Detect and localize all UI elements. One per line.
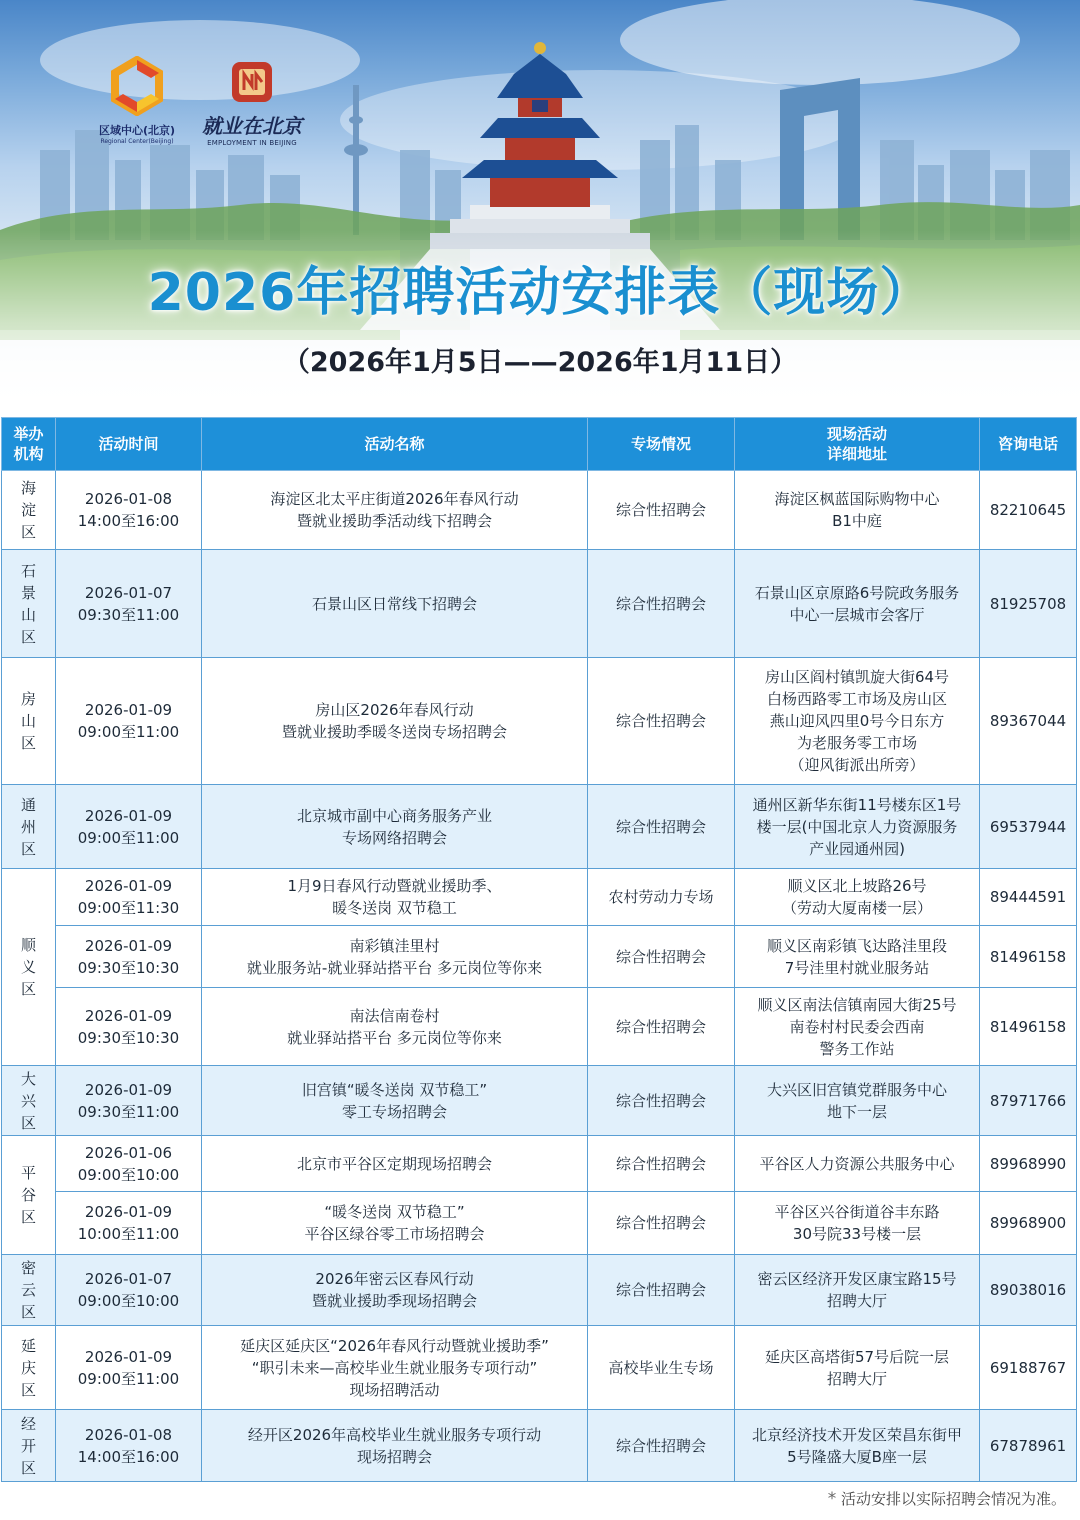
table-row bbox=[2, 988, 1077, 1066]
header-org bbox=[2, 418, 56, 471]
type-cell: 综合性招聘会 bbox=[588, 785, 735, 869]
table-row bbox=[2, 1136, 1077, 1192]
type-cell: 高校毕业生专场 bbox=[588, 1326, 735, 1410]
address-cell: 房山区阎村镇凯旋大街64号 白杨西路零工市场及房山区 燕山迎风四里0号今日东方 为老服务零工市场 （迎风街派出所旁） bbox=[735, 658, 980, 785]
name-cell: 南彩镇洼里村 就业服务站-就业驿站搭平台 多元岗位等你来 bbox=[202, 926, 588, 988]
name-cell: “暖冬送岗 双节稳工” 平谷区绿谷零工市场招聘会 bbox=[202, 1192, 588, 1255]
time-cell: 2026-01-07 09:00至10:00 bbox=[56, 1255, 202, 1326]
name-cell: 海淀区北太平庄街道2026年春风行动 暨就业援助季活动线下招聘会 bbox=[202, 471, 588, 550]
type-cell: 农村劳动力专场 bbox=[588, 869, 735, 926]
address-cell: 顺义区南法信镇南园大街25号 南卷村村民委会西南 警务工作站 bbox=[735, 988, 980, 1066]
phone-cell: 89367044 bbox=[980, 658, 1077, 785]
org-cell: 通 州 区 bbox=[2, 785, 56, 869]
table-row bbox=[2, 1192, 1077, 1255]
name-cell: 房山区2026年春风行动 暨就业援助季暖冬送岗专场招聘会 bbox=[202, 658, 588, 785]
address-cell: 平谷区人力资源公共服务中心 bbox=[735, 1136, 980, 1192]
phone-cell: 89968900 bbox=[980, 1192, 1077, 1255]
name-cell: 延庆区延庆区“2026年春风行动暨就业援助季” “职引未来—高校毕业生就业服务专项行动” 现场招聘活动 bbox=[202, 1326, 588, 1410]
table-row bbox=[2, 926, 1077, 988]
type-cell: 综合性招聘会 bbox=[588, 926, 735, 988]
table-row bbox=[2, 1410, 1077, 1482]
regional-center-logo-mark-icon bbox=[107, 56, 167, 116]
org-cell: 石 景 山 区 bbox=[2, 550, 56, 658]
name-cell: 石景山区日常线下招聘会 bbox=[202, 550, 588, 658]
type-cell: 综合性招聘会 bbox=[588, 1192, 735, 1255]
phone-cell: 87971766 bbox=[980, 1066, 1077, 1136]
address-cell: 平谷区兴谷街道谷丰东路 30号院33号楼一层 bbox=[735, 1192, 980, 1255]
time-cell: 2026-01-09 09:00至11:00 bbox=[56, 785, 202, 869]
phone-cell: 69537944 bbox=[980, 785, 1077, 869]
name-cell: 南法信南卷村 就业驿站搭平台 多元岗位等你来 bbox=[202, 988, 588, 1066]
address-cell: 通州区新华东街11号楼东区1号 楼一层(中国北京人力资源服务 产业园通州园) bbox=[735, 785, 980, 869]
table-row bbox=[2, 550, 1077, 658]
org-cell: 经 开 区 bbox=[2, 1410, 56, 1482]
table-row bbox=[2, 1326, 1077, 1410]
type-cell: 综合性招聘会 bbox=[588, 658, 735, 785]
time-cell: 2026-01-09 10:00至11:00 bbox=[56, 1192, 202, 1255]
address-cell: 顺义区南彩镇飞达路洼里段 7号洼里村就业服务站 bbox=[735, 926, 980, 988]
name-cell: 旧宫镇“暖冬送岗 双节稳工” 零工专场招聘会 bbox=[202, 1066, 588, 1136]
org-cell: 延 庆 区 bbox=[2, 1326, 56, 1410]
employment-in-beijing-logo bbox=[196, 60, 308, 147]
time-cell: 2026-01-09 09:30至10:30 bbox=[56, 988, 202, 1066]
type-cell: 综合性招聘会 bbox=[588, 1136, 735, 1192]
regional-center-logo bbox=[92, 56, 182, 145]
org-cell: 顺 义 区 bbox=[2, 869, 56, 1066]
employment-logo-mark-icon bbox=[230, 60, 274, 104]
address-cell: 石景山区京原路6号院政务服务 中心一层城市会客厅 bbox=[735, 550, 980, 658]
asterisk-icon: * bbox=[827, 1489, 837, 1509]
type-cell: 综合性招聘会 bbox=[588, 550, 735, 658]
footnote bbox=[828, 1488, 1066, 1509]
phone-cell: 67878961 bbox=[980, 1410, 1077, 1482]
table-row bbox=[2, 785, 1077, 869]
table-row bbox=[2, 471, 1077, 550]
org-cell: 海 淀 区 bbox=[2, 471, 56, 550]
footnote-text: 活动安排以实际招聘会情况为准。 bbox=[840, 1490, 1066, 1508]
phone-cell: 89038016 bbox=[980, 1255, 1077, 1326]
phone-cell: 81496158 bbox=[980, 926, 1077, 988]
date-range: （2026年1月5日——2026年1月11日） bbox=[282, 347, 798, 378]
employment-english: EMPLOYMENT IN BEIJING bbox=[207, 139, 297, 147]
time-cell: 2026-01-09 09:00至11:30 bbox=[56, 869, 202, 926]
name-cell: 2026年密云区春风行动 暨就业援助季现场招聘会 bbox=[202, 1255, 588, 1326]
header-org-label: 举办 机构 bbox=[13, 425, 44, 463]
name-cell: 1月9日春风行动暨就业援助季、 暖冬送岗 双节稳工 bbox=[202, 869, 588, 926]
address-cell: 北京经济技术开发区荣昌东街甲 5号隆盛大厦B座一层 bbox=[735, 1410, 980, 1482]
phone-cell: 81925708 bbox=[980, 550, 1077, 658]
phone-cell: 69188767 bbox=[980, 1326, 1077, 1410]
time-cell: 2026-01-09 09:30至10:30 bbox=[56, 926, 202, 988]
header-address-label: 现场活动 详细地址 bbox=[826, 425, 887, 463]
type-cell: 综合性招聘会 bbox=[588, 1410, 735, 1482]
table-row bbox=[2, 869, 1077, 926]
name-cell: 北京城市副中心商务服务产业 专场网络招聘会 bbox=[202, 785, 588, 869]
time-cell: 2026-01-09 09:00至11:00 bbox=[56, 1326, 202, 1410]
type-cell: 综合性招聘会 bbox=[588, 988, 735, 1066]
page-title: 2026年招聘活动安排表（现场） bbox=[147, 263, 933, 323]
org-cell: 房 山 区 bbox=[2, 658, 56, 785]
phone-cell: 89968990 bbox=[980, 1136, 1077, 1192]
address-cell: 海淀区枫蓝国际购物中心 B1中庭 bbox=[735, 471, 980, 550]
phone-cell: 81496158 bbox=[980, 988, 1077, 1066]
table-row bbox=[2, 1255, 1077, 1326]
header-time: 活动时间 bbox=[56, 418, 202, 471]
time-cell: 2026-01-09 09:00至11:00 bbox=[56, 658, 202, 785]
header-type: 专场情况 bbox=[588, 418, 735, 471]
employment-name: 就业在北京 bbox=[202, 114, 302, 138]
address-cell: 顺义区北上坡路26号 （劳动大厦南楼一层） bbox=[735, 869, 980, 926]
phone-cell: 82210645 bbox=[980, 471, 1077, 550]
header-banner bbox=[0, 0, 1080, 416]
header-phone: 咨询电话 bbox=[980, 418, 1077, 471]
address-cell: 大兴区旧宫镇党群服务中心 地下一层 bbox=[735, 1066, 980, 1136]
address-cell: 延庆区高塔街57号后院一层 招聘大厅 bbox=[735, 1326, 980, 1410]
org-cell: 平 谷 区 bbox=[2, 1136, 56, 1255]
type-cell: 综合性招聘会 bbox=[588, 471, 735, 550]
type-cell: 综合性招聘会 bbox=[588, 1066, 735, 1136]
time-cell: 2026-01-08 14:00至16:00 bbox=[56, 471, 202, 550]
org-cell: 密 云 区 bbox=[2, 1255, 56, 1326]
header-address bbox=[735, 418, 980, 471]
time-cell: 2026-01-07 09:30至11:00 bbox=[56, 550, 202, 658]
table-header-row bbox=[2, 418, 1077, 471]
type-cell: 综合性招聘会 bbox=[588, 1255, 735, 1326]
name-cell: 经开区2026年高校毕业生就业服务专项行动 现场招聘会 bbox=[202, 1410, 588, 1482]
table-row bbox=[2, 658, 1077, 785]
table-row bbox=[2, 1066, 1077, 1136]
regional-center-english: Regional Center(Beijing) bbox=[100, 138, 174, 145]
schedule-table bbox=[1, 417, 1077, 1482]
time-cell: 2026-01-09 09:30至11:00 bbox=[56, 1066, 202, 1136]
time-cell: 2026-01-08 14:00至16:00 bbox=[56, 1410, 202, 1482]
header-name: 活动名称 bbox=[202, 418, 588, 471]
address-cell: 密云区经济开发区康宝路15号 招聘大厅 bbox=[735, 1255, 980, 1326]
name-cell: 北京市平谷区定期现场招聘会 bbox=[202, 1136, 588, 1192]
org-cell: 大 兴 区 bbox=[2, 1066, 56, 1136]
time-cell: 2026-01-06 09:00至10:00 bbox=[56, 1136, 202, 1192]
phone-cell: 89444591 bbox=[980, 869, 1077, 926]
regional-center-name: 区域中心(北京) bbox=[98, 124, 176, 137]
